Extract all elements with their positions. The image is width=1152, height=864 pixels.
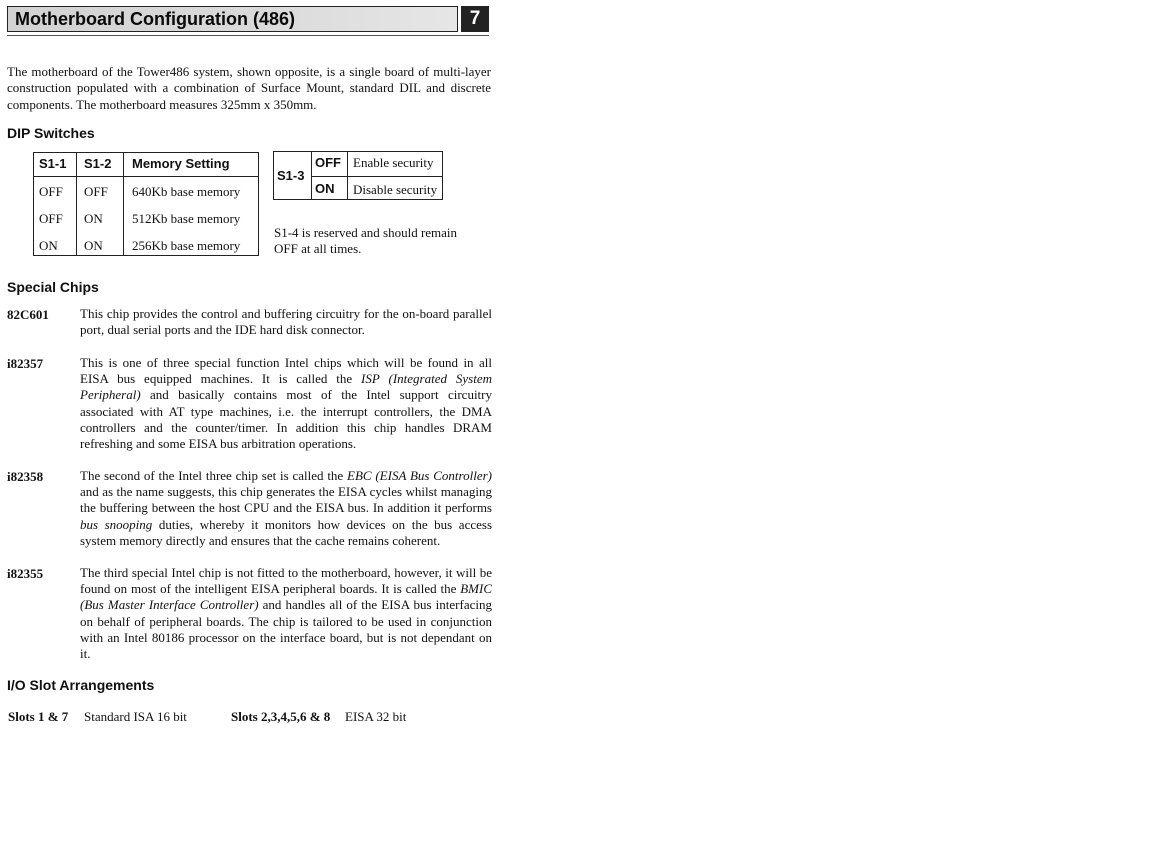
chip-name: i82357	[7, 356, 44, 371]
table-header: Memory Setting	[132, 156, 230, 171]
chip-description: This is one of three special function Intel chips which will be found in all EISA bus equipped machines. It is called the ISP (Integrated System Peripheral) and basically contains most of the Intel support circuitry associated with AT type machines, i.e. the interrupt controllers, the DMA controllers and the counter/timer. In addition this chip handles DRAM refreshing and some EISA bus arbitration operations.	[80, 355, 492, 452]
slot-label: Slots 1 & 7	[8, 709, 69, 724]
table-cell: ON	[84, 211, 103, 226]
table-header: S1-1	[39, 156, 67, 171]
table-cell: ON	[84, 238, 103, 253]
table-cell: ON	[39, 238, 58, 253]
chip-name: i82358	[7, 469, 44, 484]
io-slots-heading: I/O Slot Arrangements	[7, 677, 155, 693]
table-cell: OFF	[39, 211, 63, 226]
header-rule	[7, 35, 489, 36]
chip-description: The third special Intel chip is not fitted to the motherboard, however, it will be found on most of the intelligent EISA peripheral boards. It is called the BMIC (Bus Master Interface Controller) and handles all of the EISA bus interfacing on behalf of peripheral boards. The chip is tailored to be used in conjunction with an Intel 80186 processor on the interface board, but is not dependant on it.	[80, 565, 492, 662]
table-cell: 256Kb base memory	[132, 238, 241, 253]
table-cell: OFF	[315, 155, 341, 170]
table-cell: 640Kb base memory	[132, 184, 241, 199]
intro-paragraph: The motherboard of the Tower486 system, shown opposite, is a single board of multi-layer construction populated with a combination of Surface Mount, standard DIL and discrete components. The motherboard measures 325mm x 350mm.	[7, 64, 491, 112]
reserved-switch-note: S1-4 is reserved and should remain OFF at all times.	[274, 225, 458, 257]
chip-description: This chip provides the control and buffering circuitry for the on-board parallel port, dual serial ports and the IDE hard disk connector.	[80, 306, 492, 338]
table-cell: Disable security	[353, 182, 438, 197]
table-header: S1-2	[84, 156, 112, 171]
slot-value: EISA 32 bit	[345, 709, 407, 724]
chapter-number-badge: 7	[461, 6, 489, 32]
slot-value: Standard ISA 16 bit	[84, 709, 187, 724]
table-cell: OFF	[84, 184, 108, 199]
memory-setting-table	[33, 152, 259, 256]
dip-switches-heading: DIP Switches	[7, 125, 95, 141]
security-setting-table	[273, 151, 443, 200]
slot-label: Slots 2,3,4,5,6 & 8	[231, 709, 331, 724]
table-cell: OFF	[39, 184, 63, 199]
chip-description: The second of the Intel three chip set is called the EBC (EISA Bus Controller) and as the name suggests, this chip generates the EISA cycles whilst managing the buffering between the host CPU and the EISA bus. In addition it performs bus snooping duties, whereby it monitors how devices on the bus access system memory directly and ensures that the cache remains coherent.	[80, 468, 493, 548]
switch-label: S1-3	[277, 168, 305, 183]
chip-name: i82355	[7, 566, 44, 581]
page-title-bar	[7, 6, 458, 32]
table-cell: 512Kb base memory	[132, 211, 241, 226]
page-title: Motherboard Configuration (486)	[15, 9, 295, 29]
table-cell: Enable security	[353, 155, 434, 170]
special-chips-heading: Special Chips	[7, 279, 99, 295]
chip-name: 82C601	[7, 307, 49, 322]
table-cell: ON	[315, 181, 335, 196]
